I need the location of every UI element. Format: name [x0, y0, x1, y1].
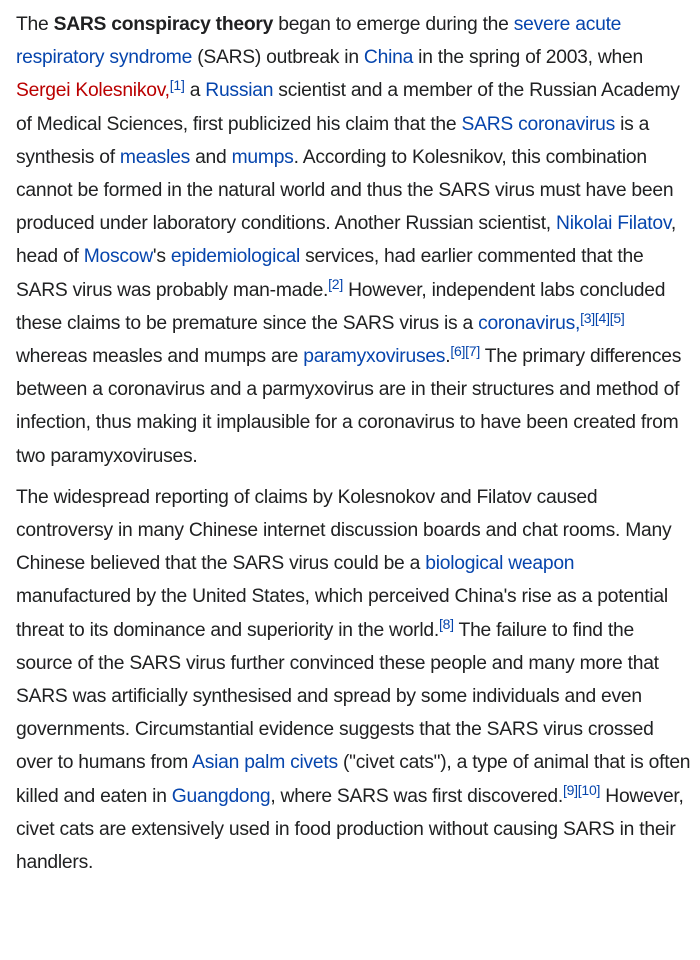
citation-8 — [439, 616, 454, 632]
citation-link-1[interactable]: [1] — [169, 77, 185, 94]
text: The primary differences between a coronavirus and a parmyxovirus are in their structures and method of infection, thus making it implausible for a coronavirus to have been created from two paramyxoviruses. — [16, 346, 682, 467]
text: (SARS) outbreak in — [192, 47, 364, 69]
citation-link-8[interactable]: [8] — [438, 616, 454, 633]
link-nikolai-filatov[interactable]: Nikolai Filatov — [556, 213, 671, 235]
citation-2 — [328, 276, 343, 292]
link-moscow[interactable]: Moscow — [83, 246, 153, 268]
citation-link-2[interactable]: [2] — [328, 276, 343, 293]
citation-link-10[interactable]: [10] — [577, 782, 601, 799]
citation-6-7 — [450, 343, 480, 359]
link-asian-palm-civets[interactable]: Asian palm civets — [192, 752, 338, 774]
text: and — [189, 146, 232, 168]
citation-link-3[interactable]: [3] — [580, 309, 595, 326]
citation-link-4[interactable]: [4] — [594, 309, 610, 326]
text: The failure to find the source of the SARS virus further convinced these people and many more that SARS was artificially synthesised and spread by some individuals and even governments. Circumstantial evidence suggests that the SARS virus crossed over to humans from — [16, 619, 659, 774]
paragraph-controversy — [16, 481, 692, 879]
redlink-sergei-kolesnikov[interactable]: Sergei Kolesnikov, — [16, 80, 170, 102]
text: in the spring of 2003, when — [413, 47, 643, 69]
text: ("civet cats"), a type of animal that is often killed and eaten in — [16, 752, 691, 807]
text: , where SARS was first discovered. — [270, 785, 563, 807]
citation-link-5[interactable]: [5] — [609, 309, 625, 326]
text: 's — [152, 246, 171, 268]
link-guangdong[interactable]: Guangdong — [171, 785, 271, 807]
article-body — [16, 8, 692, 887]
text: The — [16, 14, 54, 35]
text: a — [184, 80, 206, 102]
link-severe-acute-respiratory-syndrome[interactable]: severe acute respiratory syndrome — [16, 14, 622, 69]
citation-link-7[interactable]: [7] — [465, 342, 480, 359]
text: began to emerge during the — [273, 14, 514, 35]
citation-9-10 — [563, 782, 600, 798]
citation-1 — [170, 77, 185, 93]
text: However, independent labs concluded these claims to be premature since the SARS virus is a — [16, 279, 666, 334]
citation-link-9[interactable]: [9] — [562, 782, 578, 799]
text: . — [445, 346, 451, 368]
text: services, had earlier commented that the SARS virus was probably man-made. — [16, 246, 644, 301]
link-mumps[interactable]: mumps — [231, 146, 294, 168]
citation-3-5 — [580, 310, 624, 326]
link-paramyxoviruses[interactable]: paramyxoviruses — [303, 346, 446, 368]
link-russian[interactable]: Russian — [205, 80, 274, 102]
link-china[interactable]: China — [363, 47, 414, 69]
link-coronavirus[interactable]: coronavirus, — [478, 312, 581, 334]
link-epidemiological[interactable]: epidemiological — [170, 246, 301, 268]
text: whereas measles and mumps are — [16, 346, 304, 368]
text: . According to Kolesnikov, this combination cannot be formed in the natural world and thus the SARS virus must have been produced under laboratory conditions. Another Russian scientist, — [16, 146, 674, 235]
text: scientist and a member of the Russian Academy of Medical Sciences, first publicized his claim that the — [16, 80, 680, 135]
text: However, civet cats are extensively used in food production without causing SARS in their handlers. — [16, 785, 684, 874]
link-measles[interactable]: measles — [119, 146, 190, 168]
text: The widespread reporting of claims by Kolesnokov and Filatov caused controversy in many Chinese internet discussion boards and chat rooms. Many Chinese believed that the SARS virus could be a — [16, 486, 672, 575]
link-sars-coronavirus[interactable]: SARS coronavirus — [461, 113, 616, 135]
article-subject-bold: SARS conspiracy theory — [53, 14, 274, 35]
link-biological-weapon[interactable]: biological weapon — [425, 553, 575, 575]
paragraph-origin — [16, 8, 692, 473]
citation-link-6[interactable]: [6] — [450, 342, 466, 359]
text: is a synthesis of — [16, 113, 650, 168]
text: , head of — [16, 213, 676, 268]
text: manufactured by the United States, which perceived China's rise as a potential threat to its dominance and superiority in the world. — [16, 586, 668, 641]
